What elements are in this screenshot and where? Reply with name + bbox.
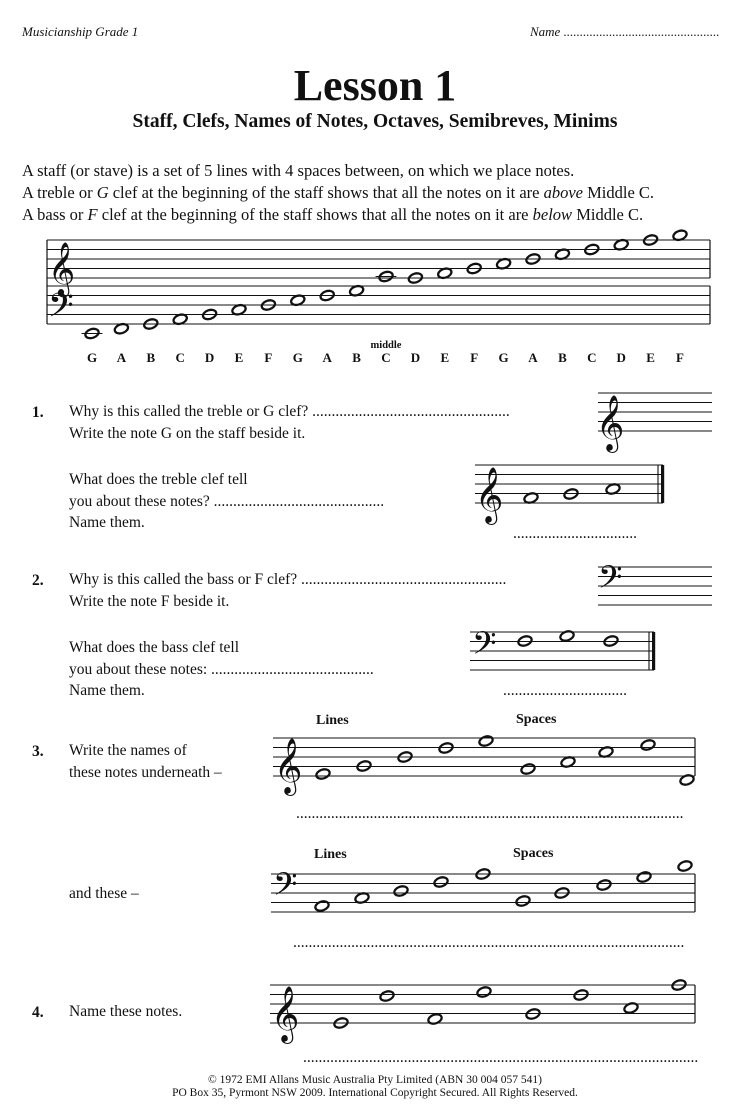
treble-clef-icon: 𝄞: [48, 241, 76, 295]
note-name-label: D: [616, 350, 626, 365]
note-name-label: F: [676, 350, 684, 365]
q1-line-3: What does the treble clef tell: [69, 471, 248, 488]
q2-number: 2.: [32, 572, 44, 589]
note-name-label: B: [558, 350, 567, 365]
q2-final-barline-thick: [652, 632, 655, 670]
q3-bass-note: [433, 876, 449, 889]
q3-bass-spaces-label: Spaces: [513, 846, 554, 861]
q4-number: 4.: [32, 1004, 44, 1021]
q2-answer-line[interactable]: ................................: [503, 682, 627, 699]
q1-line-4[interactable]: you about these notes? ............................................: [69, 493, 385, 510]
q3-line-2: these notes underneath –: [69, 764, 222, 781]
q2-line-2: Write the note F beside it.: [69, 593, 230, 610]
q1-clef-icon: 𝄞: [475, 467, 504, 523]
footer: [0, 1074, 750, 1100]
note-name-label: G: [292, 350, 303, 365]
q3-bass-note: [393, 885, 409, 898]
q3-bass-note: [515, 895, 531, 908]
q1-line-1[interactable]: Why is this called the treble or G clef? ...................................................: [69, 403, 510, 420]
note-name-label: E: [646, 350, 655, 365]
note-name-label: B: [146, 350, 156, 365]
header-course-title: Musicianship Grade 1: [22, 24, 139, 39]
q2-clef-icon: 𝄢: [472, 625, 497, 669]
q3-lines-label: Lines: [316, 713, 349, 728]
note-name-label: D: [204, 350, 215, 365]
q1-line-5: Name them.: [69, 514, 145, 531]
header-name-field[interactable]: Name ................................................: [530, 24, 720, 39]
q3-spaces-label: Spaces: [516, 712, 557, 727]
note-name-label: A: [322, 350, 332, 365]
q2-line-1[interactable]: Why is this called the bass or F clef? .....................................................: [69, 571, 507, 588]
q4-note: [476, 986, 492, 999]
q2-bass-clef-icon: 𝄢: [598, 559, 623, 603]
note-name-label: G: [498, 350, 509, 365]
q3-and-these: and these –: [69, 885, 139, 902]
footer-address: PO Box 35, Pyrmont NSW 2009. International Copyright Secured. All Rights Reserved.: [172, 1087, 578, 1099]
note-name-label: C: [381, 350, 391, 365]
note-name-label: A: [528, 350, 538, 365]
note-name-label: D: [410, 350, 421, 365]
q4-treble-clef-icon: 𝄞: [271, 986, 300, 1042]
note-name-label: E: [234, 350, 244, 365]
q3-bass-lines-label: Lines: [314, 847, 347, 862]
intro-line-3: A bass or F clef at the beginning of the staff shows that all the notes on it are below Middle C.: [22, 205, 644, 224]
note-name-label: C: [175, 350, 185, 365]
page-title: Lesson 1: [293, 61, 457, 110]
note-name-label: A: [116, 350, 127, 365]
q4-line-1: Name these notes.: [69, 1003, 183, 1020]
q3-number: 3.: [32, 743, 44, 760]
q3-note: [640, 739, 656, 752]
q1-line-2: Write the note G on the staff beside it.: [69, 425, 306, 442]
q3-note: [315, 768, 331, 781]
note-name-label: F: [470, 350, 479, 365]
q3-bass-note: [677, 860, 693, 873]
note-name-label: E: [440, 350, 450, 365]
footer-copyright: © 1972 EMI Allans Music Australia Pty Limited (ABN 30 004 057 541): [208, 1074, 542, 1086]
q4-note: [379, 990, 395, 1003]
q3-answer-line[interactable]: ....................................................................................................: [296, 805, 684, 822]
q3-treble-clef-icon: 𝄞: [274, 738, 303, 794]
middle-c-label: middle: [370, 340, 402, 351]
q3-answer-line-2[interactable]: .....................................................................................................: [293, 934, 685, 951]
q2-line-4[interactable]: you about these notes: ..........................................: [69, 661, 374, 678]
intro-line-2: A treble or G clef at the beginning of the staff shows that all the notes on it are above Middle C.: [22, 183, 655, 202]
q3-bass-note: [636, 871, 652, 884]
note-name-label: G: [86, 350, 98, 365]
q1-answer-line[interactable]: ................................: [513, 525, 637, 542]
bass-clef-icon: 𝄢: [48, 287, 74, 333]
page-subtitle: Staff, Clefs, Names of Notes, Octaves, Semibreves, Minims: [132, 111, 618, 132]
q3-line-1: Write the names of: [69, 742, 187, 759]
q3-bass-clef-icon: 𝄢: [273, 866, 298, 910]
q3-bass-note: [314, 900, 330, 913]
note-name-label: B: [352, 350, 361, 365]
q2-line-5: Name them.: [69, 682, 145, 699]
q3-note: [478, 735, 494, 748]
q3-bass-note: [596, 879, 612, 892]
q1-treble-clef-icon: 𝄞: [596, 395, 625, 451]
note-name-label: F: [264, 350, 273, 365]
q2-line-3: What does the bass clef tell: [69, 639, 240, 656]
q1-number: 1.: [32, 404, 44, 421]
q3-note: [520, 763, 536, 776]
note-name-label: C: [587, 350, 597, 365]
q4-answer-line[interactable]: ......................................................................................................: [303, 1049, 699, 1066]
intro-line-1: A staff (or stave) is a set of 5 lines with 4 spaces between, on which we place notes.: [22, 161, 575, 180]
q1-final-barline-thick: [661, 465, 664, 503]
